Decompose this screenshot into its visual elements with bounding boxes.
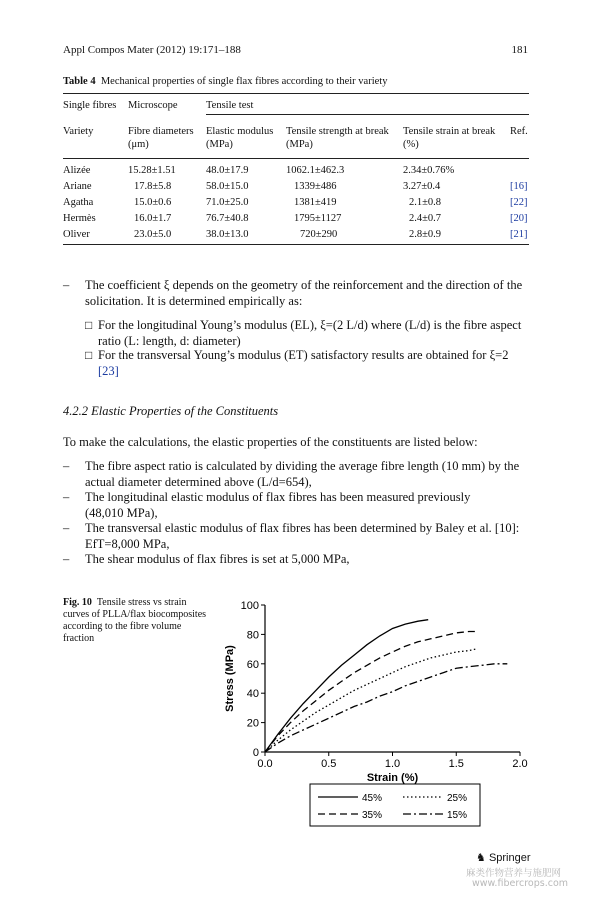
table-cell: Hermès [63,213,96,224]
text-line: The fibre aspect ratio is calculated by dividing the average fibre length (10 mm) by the [85,459,520,473]
legend-label: 45% [362,793,383,804]
legend-label: 25% [447,793,468,804]
page-number: 181 [511,44,528,56]
col-header-strength: Tensile strength at break [286,126,389,137]
col-header-modulus-unit: (MPa) [206,139,233,150]
table-cell: 1795±1127 [294,213,342,224]
list-dash: – [63,278,70,292]
table-cell: Alizée [63,165,91,176]
stress-strain-chart [215,595,530,835]
table-cell: 2.4±0.7 [409,213,442,224]
y-axis-label: Stress (MPa) [224,645,236,712]
table-ref-link[interactable]: [22] [510,197,528,208]
x-tick-label: 2.0 [512,758,528,770]
springer-horse-icon: ♞ [476,852,486,864]
col-header-ref: Ref. [510,126,528,137]
tensile-group-rule [206,114,529,115]
table-caption-text: Mechanical properties of single flax fibres according to their variety [100,76,388,87]
table-cell: 3.27±0.4 [403,181,441,192]
table-cell: 720±290 [300,229,338,240]
springer-logo [476,851,531,864]
publisher-name: Springer [488,852,531,864]
y-tick-label: 100 [240,600,259,612]
series-line-15pct [265,664,507,752]
text-line: The longitudinal elastic modulus of flax fibres has been measured previously [85,490,471,504]
watermark-cn: 麻类作物营养与施肥网 [466,868,562,879]
x-tick-label: 1.0 [384,758,401,770]
table-cell: 15.28±1.51 [128,165,176,176]
table-cell: 17.8±5.8 [134,181,172,192]
text-line: solicitation. It is determined empirically as: [85,293,303,308]
text-line: The transversal elastic modulus of flax fibres has been determined by Baley et al. [10]: [85,521,520,535]
list-item [85,552,529,568]
table-ref-link[interactable]: [21] [510,229,528,240]
list-dash: – [63,490,70,504]
col-header-strain-unit: (%) [403,139,419,150]
section-heading: 4.2.2 Elastic Properties of the Constituents [63,404,279,418]
col-header-strength-unit: (MPa) [286,139,313,150]
list-dash: – [63,459,70,473]
y-tick-label: 60 [246,658,259,671]
table-top-rule [63,93,529,94]
y-tick-label: 40 [246,688,259,701]
intro-paragraph: To make the calculations, the elastic properties of the constituents are listed below: [63,435,478,449]
col-header-modulus: Elastic modulus [206,126,274,137]
bullet-icon: □ [85,348,93,362]
table-cell: Ariane [63,181,92,192]
col-header-diameter: Fibre diameters [128,126,194,137]
table-cell: 2.8±0.9 [409,229,442,240]
x-axis-label: Strain (%) [366,772,419,784]
text-line: The coefficient ξ depends on the geometry of the reinforcement and the direction of the [85,278,523,292]
table-cell: 1339±486 [294,181,337,192]
x-tick-label: 1.5 [448,758,464,770]
figure-label: Fig. 10 [63,597,92,608]
chart-ticks [241,600,528,770]
text-line: For the longitudinal Young’s modulus (EL), ξ=(2 L/d) where (L/d) is the fibre aspect [98,318,522,332]
table-ref-link[interactable]: [16] [510,181,528,192]
col-header-variety: Variety [63,126,94,137]
text-line: ratio (L: length, d: diameter) [98,333,241,348]
table-caption [63,76,387,87]
figure-caption-text: Tensile stress vs strain curves of PLLA/flax biocomposites according to the fibre volume fraction [63,597,207,644]
chart-series [265,620,507,752]
y-tick-label: 0 [252,747,259,759]
list-item [85,490,529,521]
x-tick-label: 0.5 [321,758,337,770]
table-cell: Agatha [63,197,94,208]
col-header-strain: Tensile strain at break [403,126,496,137]
reference-link[interactable]: [23] [98,363,119,378]
table-cell: 2.34±0.76% [403,165,455,176]
text-line: The shear modulus of flax fibres is set at 5,000 MPa, [85,552,350,566]
running-header: Appl Compos Mater (2012) 19:171–188 [63,44,241,56]
list-item [85,459,529,490]
xi-paragraph [85,278,529,309]
series-line-45pct [265,620,428,752]
list-dash: – [63,521,70,535]
table-header-rule [63,158,529,159]
figure-caption [63,597,213,645]
table-cell: 1381±419 [294,197,337,208]
table-ref-link[interactable]: [20] [510,213,528,224]
table-cell: 71.0±25.0 [206,197,249,208]
group-header-tensile-test: Tensile test [206,100,254,111]
table-cell: 58.0±15.0 [206,181,249,192]
legend-label: 15% [447,810,468,821]
table-cell: 38.0±13.0 [206,229,249,240]
legend-label: 35% [362,810,383,821]
text-line: For the transversal Young’s modulus (ET) satisfactory results are obtained for ξ=2 [98,348,509,362]
sub-item-transversal [98,348,529,379]
table-cell: 2.1±0.8 [409,197,442,208]
group-header-single-fibres: Single fibres [63,100,117,111]
table-cell: 16.0±1.7 [134,213,172,224]
watermark-url: www.fibercrops.com [472,878,569,889]
group-header-microscope: Microscope [128,100,178,111]
table-cell: 23.0±5.0 [134,229,172,240]
table-cell: 48.0±17.9 [206,165,249,176]
bullet-icon: □ [85,318,93,332]
text-line: actual diameter determined above (L/d=654), [85,474,312,489]
col-header-diameter-unit: (μm) [128,139,149,150]
table-cell: Oliver [63,229,90,240]
table-cell: 1062.1±462.3 [286,165,345,176]
text-line: EfT=8,000 MPa, [85,536,170,551]
table-cell: 76.7±40.8 [206,213,249,224]
list-item [85,521,529,552]
text-line: (48,010 MPa), [85,505,158,520]
table-label: Table 4 [63,76,96,87]
y-tick-label: 80 [246,629,259,642]
x-tick-label: 0.0 [257,758,273,770]
table-cell: 15.0±0.6 [134,197,172,208]
sub-item-longitudinal [98,318,529,349]
series-line-35pct [265,632,475,753]
y-tick-label: 20 [246,717,259,730]
list-dash: – [63,552,70,566]
chart-legend [310,784,480,826]
table-bottom-rule [63,244,529,245]
